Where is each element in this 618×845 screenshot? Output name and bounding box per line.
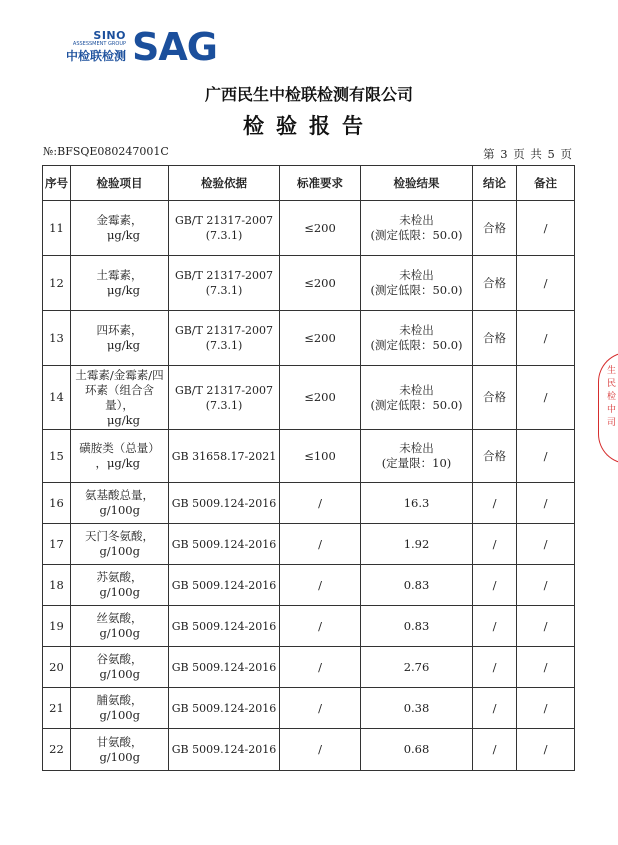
row-number <box>43 311 71 366</box>
conclusion-text: / <box>492 700 497 715</box>
standard-requirement <box>280 729 361 771</box>
conclusion <box>473 201 517 256</box>
report-table <box>42 165 575 771</box>
table-row <box>43 430 575 483</box>
test-basis <box>169 565 280 606</box>
report-number: №:BFSQE080247001C <box>43 145 169 158</box>
basis-standard: GB 5009.124-2016 <box>171 496 277 510</box>
row-number-text: 18 <box>49 577 64 592</box>
test-result <box>361 688 473 729</box>
conclusion <box>473 430 517 483</box>
logo-assessment-group: ASSESSMENT GROUP <box>72 41 126 47</box>
row-number-text: 14 <box>49 390 64 404</box>
remark-text: / <box>543 390 548 404</box>
item-unit: μg/kg <box>106 283 140 297</box>
test-basis <box>169 366 280 430</box>
test-result <box>361 201 473 256</box>
requirement-text: ≤200 <box>304 390 336 404</box>
remark <box>517 483 575 524</box>
row-number-text: 21 <box>49 700 64 715</box>
remark-text: / <box>543 448 548 463</box>
remark <box>517 565 575 606</box>
item-name: 天门冬氨酸， <box>85 529 154 543</box>
basis-standard: GB 5009.124-2016 <box>171 743 277 756</box>
conclusion-text: 合格 <box>483 330 506 345</box>
test-result <box>361 430 473 483</box>
result-limit: (定量限：10) <box>381 456 452 470</box>
item-name: 丝氨酸， <box>96 611 143 625</box>
item-name: 土霉素/金霉素/四环素（组合含量）， <box>75 367 164 412</box>
remark <box>517 430 575 483</box>
remark <box>517 311 575 366</box>
conclusion-text: 合格 <box>483 448 506 463</box>
row-number <box>43 565 71 606</box>
standard-requirement <box>280 647 361 688</box>
row-number <box>43 430 71 483</box>
column-header: 检验项目 <box>71 166 169 201</box>
report-title: 检验报告 <box>243 114 375 138</box>
basis-clause: (7.3.1) <box>205 339 243 352</box>
item-unit: μg/kg <box>106 412 140 427</box>
item-name: 四环素， <box>96 323 143 337</box>
conclusion <box>473 729 517 771</box>
item-name: 金霉素， <box>96 213 143 227</box>
result-value: 16.3 <box>403 495 430 510</box>
row-number <box>43 483 71 524</box>
conclusion <box>473 366 517 430</box>
seal-stamp <box>598 352 618 464</box>
column-header: 标准要求 <box>280 166 361 201</box>
column-header: 检验依据 <box>169 166 280 201</box>
row-number <box>43 201 71 256</box>
row-number-text: 19 <box>49 618 64 633</box>
test-item <box>71 565 169 606</box>
basis-clause: (7.3.1) <box>205 284 243 297</box>
table-row <box>43 565 575 606</box>
row-number <box>43 729 71 771</box>
requirement-text: ≤100 <box>304 448 336 463</box>
conclusion-text: / <box>492 495 497 510</box>
column-header: 备注 <box>517 166 575 201</box>
table-row <box>43 647 575 688</box>
standard-requirement <box>280 430 361 483</box>
item-unit: g/100g <box>99 667 140 681</box>
remark <box>517 201 575 256</box>
remark-text: / <box>543 618 548 633</box>
test-result <box>361 524 473 565</box>
item-unit: ，μg/kg <box>95 456 140 470</box>
remark-text: / <box>543 275 548 290</box>
result-value: 未检出 <box>399 213 434 227</box>
table-row <box>43 256 575 311</box>
test-basis <box>169 311 280 366</box>
standard-requirement <box>280 688 361 729</box>
test-item <box>71 311 169 366</box>
result-value: 未检出 <box>399 268 434 282</box>
row-number-text: 17 <box>49 536 64 551</box>
conclusion <box>473 311 517 366</box>
test-result <box>361 565 473 606</box>
standard-requirement <box>280 311 361 366</box>
company-name: 广西民生中检联检测有限公司 <box>204 85 413 104</box>
test-item <box>71 366 169 430</box>
requirement-text: / <box>318 742 322 756</box>
remark <box>517 647 575 688</box>
result-limit: (测定低限：50.0) <box>370 338 463 352</box>
remark-text: / <box>543 495 548 510</box>
remark-text: / <box>543 742 548 756</box>
item-name: 磺胺类（总量） <box>79 441 160 455</box>
column-header: 序号 <box>43 166 71 201</box>
standard-requirement <box>280 565 361 606</box>
row-number-text: 13 <box>49 330 64 345</box>
requirement-text: / <box>318 536 322 551</box>
result-value: 0.83 <box>403 618 430 633</box>
table-row <box>43 606 575 647</box>
basis-clause: (7.3.1) <box>205 229 243 242</box>
logo-sag: SAG <box>132 25 217 69</box>
requirement-text: / <box>318 659 322 674</box>
item-name: 甘氨酸， <box>96 734 143 749</box>
result-value: 0.68 <box>403 742 430 756</box>
test-basis <box>169 606 280 647</box>
remark-text: / <box>543 577 548 592</box>
standard-requirement <box>280 483 361 524</box>
test-item <box>71 606 169 647</box>
remark <box>517 256 575 311</box>
remark-text: / <box>543 220 548 235</box>
test-item <box>71 201 169 256</box>
row-number-text: 12 <box>49 275 64 290</box>
requirement-text: / <box>318 700 322 715</box>
item-unit: g/100g <box>99 708 140 722</box>
test-item <box>71 483 169 524</box>
basis-standard: GB/T 21317-2007 <box>174 324 274 337</box>
basis-standard: GB 5009.124-2016 <box>171 537 277 551</box>
conclusion-text: 合格 <box>483 220 506 235</box>
item-name: 土霉素， <box>96 268 143 282</box>
remark <box>517 524 575 565</box>
test-basis <box>169 524 280 565</box>
test-basis <box>169 729 280 771</box>
row-number <box>43 606 71 647</box>
item-unit: g/100g <box>99 749 140 764</box>
result-limit: (测定低限：50.0) <box>370 283 463 297</box>
conclusion <box>473 256 517 311</box>
logo-sino: SINO <box>93 29 126 42</box>
test-result <box>361 647 473 688</box>
test-item <box>71 647 169 688</box>
basis-standard: GB/T 21317-2007 <box>174 269 274 282</box>
seal-text: 生民检中司 <box>607 366 617 428</box>
basis-standard: GB/T 21317-2007 <box>174 383 274 397</box>
row-number <box>43 688 71 729</box>
row-number <box>43 524 71 565</box>
row-number-text: 22 <box>49 742 64 756</box>
basis-standard: GB 5009.124-2016 <box>171 701 277 715</box>
table-row <box>43 729 575 771</box>
column-header: 检验结果 <box>361 166 473 201</box>
table-row <box>43 366 575 430</box>
item-unit: g/100g <box>99 585 140 599</box>
row-number <box>43 366 71 430</box>
basis-standard: GB 5009.124-2016 <box>171 660 277 674</box>
row-number-text: 16 <box>49 495 64 510</box>
conclusion <box>473 647 517 688</box>
table-row <box>43 311 575 366</box>
test-basis <box>169 647 280 688</box>
conclusion <box>473 483 517 524</box>
basis-standard: GB 31658.17-2021 <box>171 449 277 463</box>
basis-standard: GB 5009.124-2016 <box>171 619 277 633</box>
conclusion <box>473 524 517 565</box>
row-number-text: 15 <box>49 448 64 463</box>
item-unit: g/100g <box>99 626 140 640</box>
test-result <box>361 311 473 366</box>
remark <box>517 729 575 771</box>
basis-standard: GB 5009.124-2016 <box>171 578 277 592</box>
basis-standard: GB/T 21317-2007 <box>174 214 274 227</box>
conclusion-text: / <box>492 742 497 756</box>
basis-clause: (7.3.1) <box>205 398 243 412</box>
remark <box>517 606 575 647</box>
test-result <box>361 606 473 647</box>
item-unit: μg/kg <box>106 228 140 242</box>
result-value: 未检出 <box>399 323 434 337</box>
remark <box>517 366 575 430</box>
conclusion-text: 合格 <box>483 390 506 404</box>
test-result <box>361 256 473 311</box>
item-name: 苏氨酸， <box>96 570 143 584</box>
requirement-text: ≤200 <box>304 330 336 345</box>
row-number-text: 20 <box>49 659 64 674</box>
table-row <box>43 688 575 729</box>
test-item <box>71 430 169 483</box>
result-limit: (测定低限：50.0) <box>370 397 463 412</box>
result-value: 1.92 <box>403 536 430 551</box>
conclusion <box>473 565 517 606</box>
result-limit: (测定低限：50.0) <box>370 228 463 242</box>
remark-text: / <box>543 536 548 551</box>
test-basis <box>169 201 280 256</box>
test-result <box>361 483 473 524</box>
conclusion <box>473 606 517 647</box>
test-basis <box>169 688 280 729</box>
standard-requirement <box>280 524 361 565</box>
row-number <box>43 256 71 311</box>
remark-text: / <box>543 330 548 345</box>
table-header-row <box>43 166 575 201</box>
standard-requirement <box>280 201 361 256</box>
row-number <box>43 647 71 688</box>
test-item <box>71 729 169 771</box>
conclusion-text: / <box>492 659 497 674</box>
result-value: 0.38 <box>403 700 430 715</box>
test-item <box>71 688 169 729</box>
row-number-text: 11 <box>49 220 64 235</box>
test-result <box>361 729 473 771</box>
requirement-text: / <box>318 618 322 633</box>
requirement-text: / <box>318 577 322 592</box>
conclusion-text: / <box>492 618 497 633</box>
remark-text: / <box>543 700 548 715</box>
item-unit: g/100g <box>99 544 140 558</box>
test-basis <box>169 256 280 311</box>
table-row <box>43 201 575 256</box>
logo-cn-name: 中检联检测 <box>65 49 126 63</box>
remark-text: / <box>543 659 548 674</box>
conclusion-text: / <box>492 577 497 592</box>
test-item <box>71 524 169 565</box>
page-info: 第 3 页 共 5 页 <box>483 147 573 161</box>
result-value: 2.76 <box>403 659 430 674</box>
result-value: 0.83 <box>403 577 430 592</box>
test-result <box>361 366 473 430</box>
item-name: 氨基酸总量， <box>85 488 154 502</box>
logo-small-text <box>60 30 126 64</box>
item-unit: g/100g <box>99 503 140 517</box>
conclusion <box>473 688 517 729</box>
column-header: 结论 <box>473 166 517 201</box>
requirement-text: ≤200 <box>304 220 336 235</box>
test-basis <box>169 483 280 524</box>
item-name: 脯氨酸， <box>96 693 143 707</box>
standard-requirement <box>280 366 361 430</box>
conclusion-text: / <box>492 536 497 551</box>
item-name: 谷氨酸， <box>96 652 143 666</box>
standard-requirement <box>280 606 361 647</box>
table-row <box>43 483 575 524</box>
result-value: 未检出 <box>399 441 434 455</box>
remark <box>517 688 575 729</box>
result-value: 未检出 <box>399 382 434 397</box>
requirement-text: ≤200 <box>304 275 336 290</box>
conclusion-text: 合格 <box>483 275 506 290</box>
test-basis <box>169 430 280 483</box>
requirement-text: / <box>318 495 322 510</box>
standard-requirement <box>280 256 361 311</box>
item-unit: μg/kg <box>106 338 140 352</box>
test-item <box>71 256 169 311</box>
table-row <box>43 524 575 565</box>
